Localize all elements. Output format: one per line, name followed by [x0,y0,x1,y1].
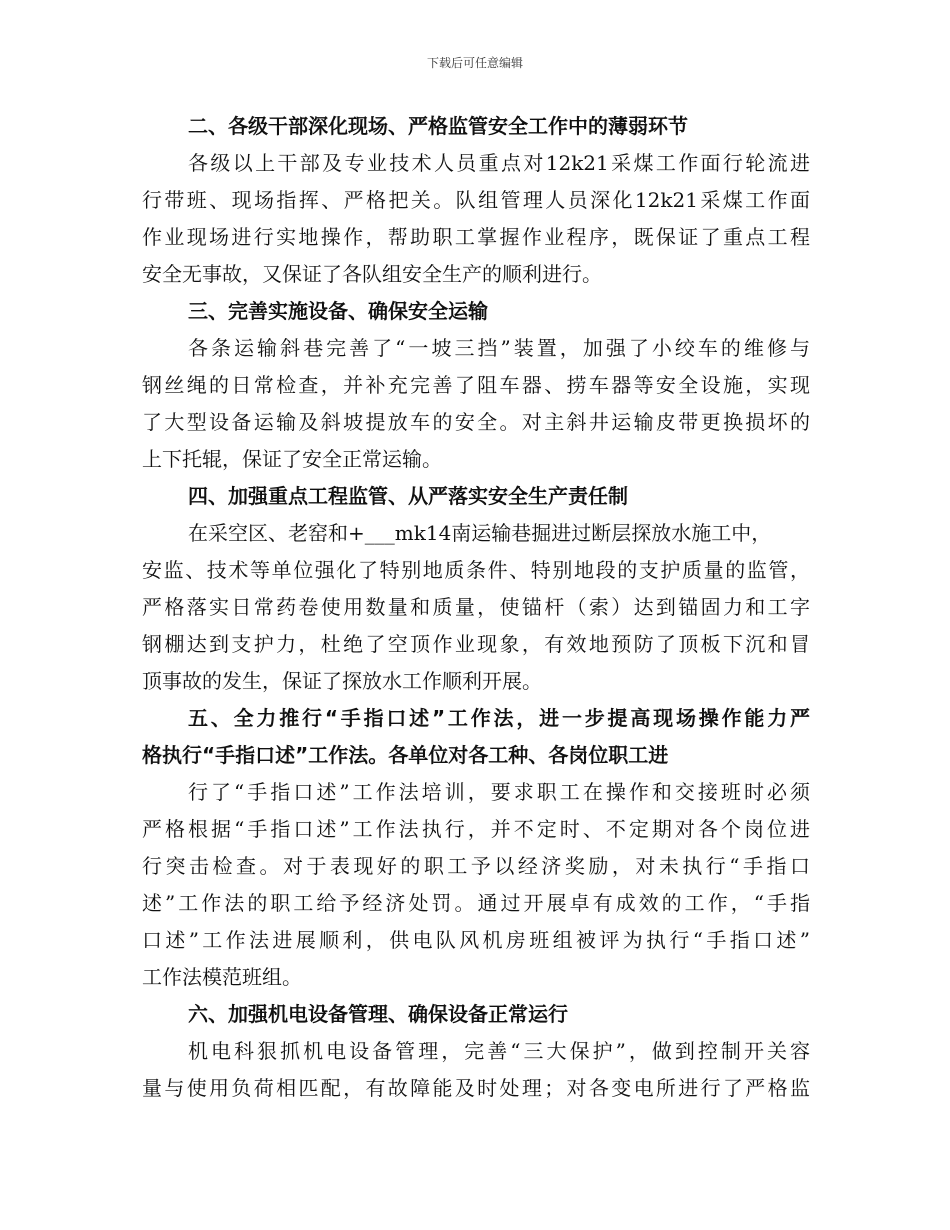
section-heading-line: 五、全力推行“手指口述”工作法，进一步提高现场操作能力严 [188,706,810,730]
paragraph-line: 口述”工作法进展顺利，供电队风机房班组被评为执行“手指口述” [142,928,810,952]
section-heading-line: 二、各级干部深化现场、严格监管安全工作中的薄弱环节 [188,114,688,138]
paragraph-line: 各条运输斜巷完善了“一坡三挡”装置，加强了小绞车的维修与 [188,336,810,360]
paragraph-line: 行突击检查。对于表现好的职工予以经济奖励，对未执行“手指口 [142,854,810,878]
paragraph-line: 述”工作法的职工给予经济处罚。通过开展卓有成效的工作，“手指 [142,891,810,915]
paragraph-line: 安监、技术等单位强化了特别地质条件、特别地段的支护质量的监管， [142,558,810,582]
document-body [142,108,810,1107]
paragraph-line: 各级以上干部及专业技术人员重点对12k21采煤工作面行轮流进 [188,151,810,175]
section-heading-line: 四、加强重点工程监管、从严落实安全生产责任制 [188,484,628,508]
paragraph-line: 了大型设备运输及斜坡提放车的安全。对主斜井运输皮带更换损坏的 [142,410,810,434]
paragraph-line: 工作法模范班组。 [142,965,302,989]
paragraph-line: 行带班、现场指挥、严格把关。队组管理人员深化12k21采煤工作面 [142,188,810,212]
paragraph-line: 严格落实日常药卷使用数量和质量，使锚杆（索）达到锚固力和工字 [142,595,810,619]
paragraph-line: 作业现场进行实地操作，帮助职工掌握作业程序，既保证了重点工程 [142,225,810,249]
section-heading-line: 格执行“手指口述”工作法。各单位对各工种、各岗位职工进 [142,743,669,767]
paragraph-line: 顶事故的发生，保证了探放水工作顺利开展。 [142,669,542,693]
section-heading-line: 六、加强机电设备管理、确保设备正常运行 [188,1002,568,1026]
paragraph-line: 严格根据“手指口述”工作法执行，并不定时、不定期对各个岗位进 [142,817,810,841]
paragraph-line: 安全无事故，又保证了各队组安全生产的顺利进行。 [142,262,602,286]
paragraph-line: 在采空区、老窑和+___mk14南运输巷掘进过断层探放水施工中， [188,521,772,545]
paragraph-line: 量与使用负荷相匹配，有故障能及时处理；对各变电所进行了严格监 [142,1076,810,1100]
paragraph-line: 钢棚达到支护力，杜绝了空顶作业现象，有效地预防了顶板下沉和冒 [142,632,810,656]
paragraph-line: 钢丝绳的日常检查，并补充完善了阻车器、捞车器等安全设施，实现 [142,373,810,397]
paragraph-line: 行了“手指口述”工作法培训，要求职工在操作和交接班时必须 [188,780,810,804]
section-heading-line: 三、完善实施设备、确保安全运输 [188,299,488,323]
page-header: 下载后可任意编辑 [426,56,523,70]
paragraph-line: 机电科狠抓机电设备管理，完善“三大保护”，做到控制开关容 [188,1039,810,1063]
paragraph-line: 上下托辊，保证了安全正常运输。 [142,447,442,471]
